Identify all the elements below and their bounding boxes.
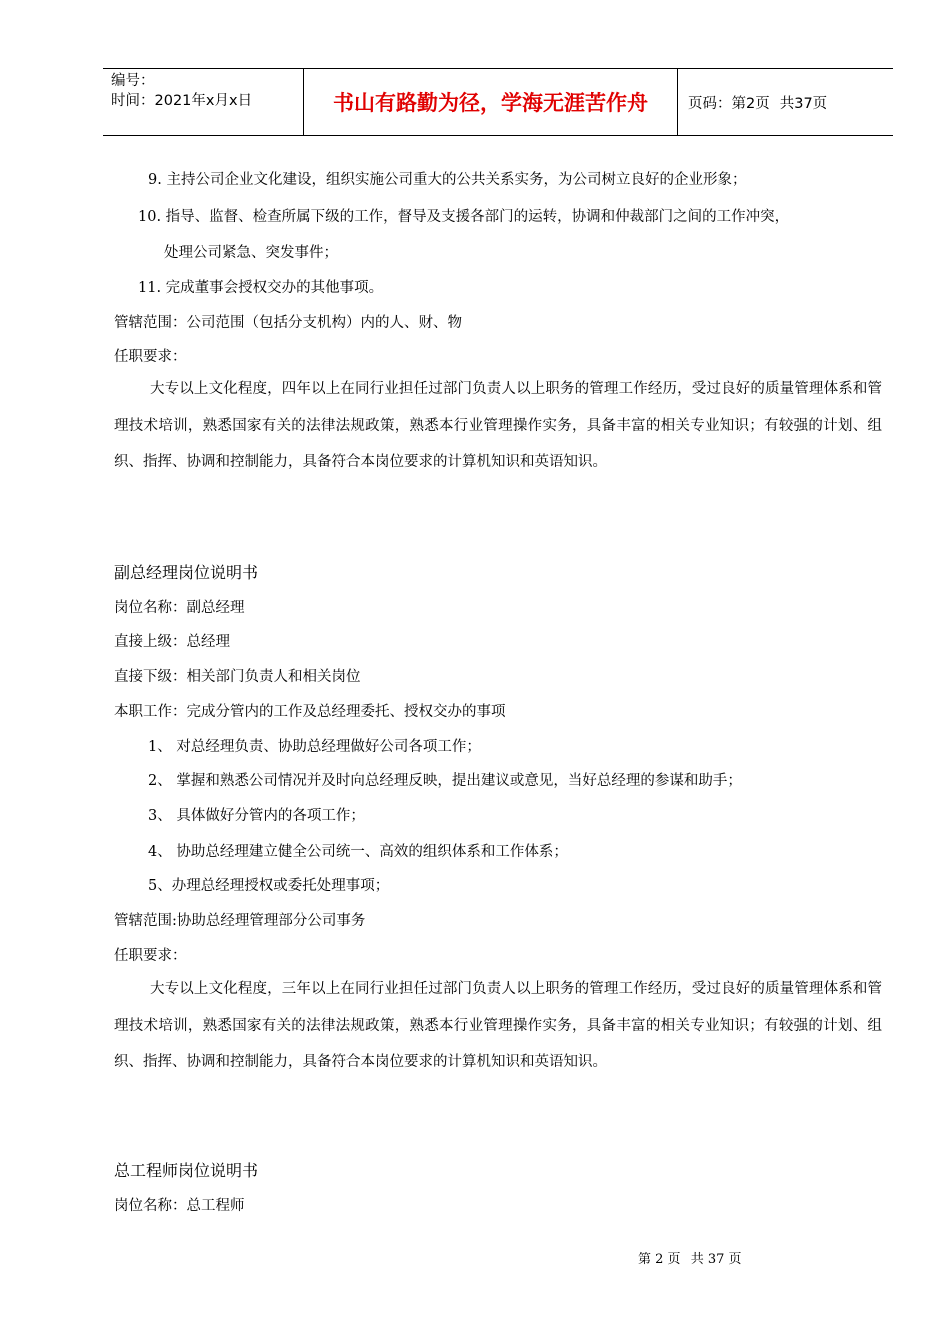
document-number-label: 编号：: [111, 73, 155, 89]
section-title: 总工程师岗位说明书: [114, 1161, 259, 1180]
header-page-total: 共37页: [779, 95, 828, 112]
requirements-paragraph: 大专以上文化程度，四年以上在同行业担任过部门负责人以上职务的管理工作经历，受过良好的质量管理体系和管理技术培训，熟悉国家有关的法律法规政策，熟悉本行业管理操作实务，具备丰富的相关专业知识；有较强的计划、组织、指挥、协调和控制能力，具备符合本岗位要求的计算机知识和英语知识。: [114, 381, 882, 470]
list-item: 3、 具体做好分管内的各项工作；: [148, 808, 365, 824]
page-footer: [638, 1248, 742, 1267]
requirements-paragraph: 大专以上文化程度，三年以上在同行业担任过部门负责人以上职务的管理工作经历，受过良好的质量管理体系和管理技术培训，熟悉国家有关的法律法规政策，熟悉本行业管理操作实务，具备丰富的相关专业知识；有较强的计划、组织、指挥、协调和控制能力，具备符合本岗位要求的计算机知识和英语知识。: [114, 981, 882, 1070]
list-item: 4、 协助总经理建立健全公司统一、高效的组织体系和工作体系；: [148, 844, 568, 860]
requirements-label: 任职要求：: [114, 349, 187, 365]
footer-page-number: 第 2 页: [638, 1252, 681, 1267]
footer-page-total: 共 37 页: [690, 1252, 742, 1267]
position-name: 岗位名称：总工程师: [114, 1198, 245, 1214]
section-title: 副总经理岗位说明书: [114, 563, 259, 582]
header-motto-cell: [304, 69, 678, 135]
header-page-number: 页码：第2页: [688, 95, 770, 112]
header-motto: 书山有路勤为径，学海无涯苦作舟: [333, 90, 648, 115]
page-header: [103, 68, 893, 136]
direct-subordinate: 直接下级：相关部门负责人和相关岗位: [114, 669, 361, 685]
duty-line: 本职工作：完成分管内的工作及总经理委托、授权交办的事项: [114, 704, 506, 720]
list-item: 11. 完成董事会授权交办的其他事项。: [138, 280, 384, 296]
header-page-info: [678, 69, 893, 135]
requirements-label: 任职要求：: [114, 948, 187, 964]
list-item: 10. 指导、监督、检查所属下级的工作，督导及支援各部门的运转，协调和仲裁部门之间的工作冲突，: [138, 209, 790, 225]
list-item: 9. 主持公司企业文化建设，组织实施公司重大的公共关系实务，为公司树立良好的企业形象；: [148, 172, 747, 188]
position-name: 岗位名称：副总经理: [114, 600, 245, 616]
scope-line: 管辖范围：公司范围（包括分支机构）内的人、财、物: [114, 315, 462, 331]
direct-superior: 直接上级：总经理: [114, 634, 230, 650]
list-item: 1、 对总经理负责、协助总经理做好公司各项工作；: [148, 739, 481, 755]
list-item-continuation: 处理公司紧急、突发事件；: [164, 245, 338, 261]
list-item: 2、 掌握和熟悉公司情况并及时向总经理反映，提出建议或意见，当好总经理的参谋和助手；: [148, 773, 742, 789]
header-meta: [103, 69, 304, 135]
scope-line: 管辖范围:协助总经理管理部分公司事务: [114, 913, 366, 929]
list-item: 5、办理总经理授权或委托处理事项；: [148, 878, 390, 894]
document-date-label: 时间：2021年x月x日: [111, 93, 253, 109]
